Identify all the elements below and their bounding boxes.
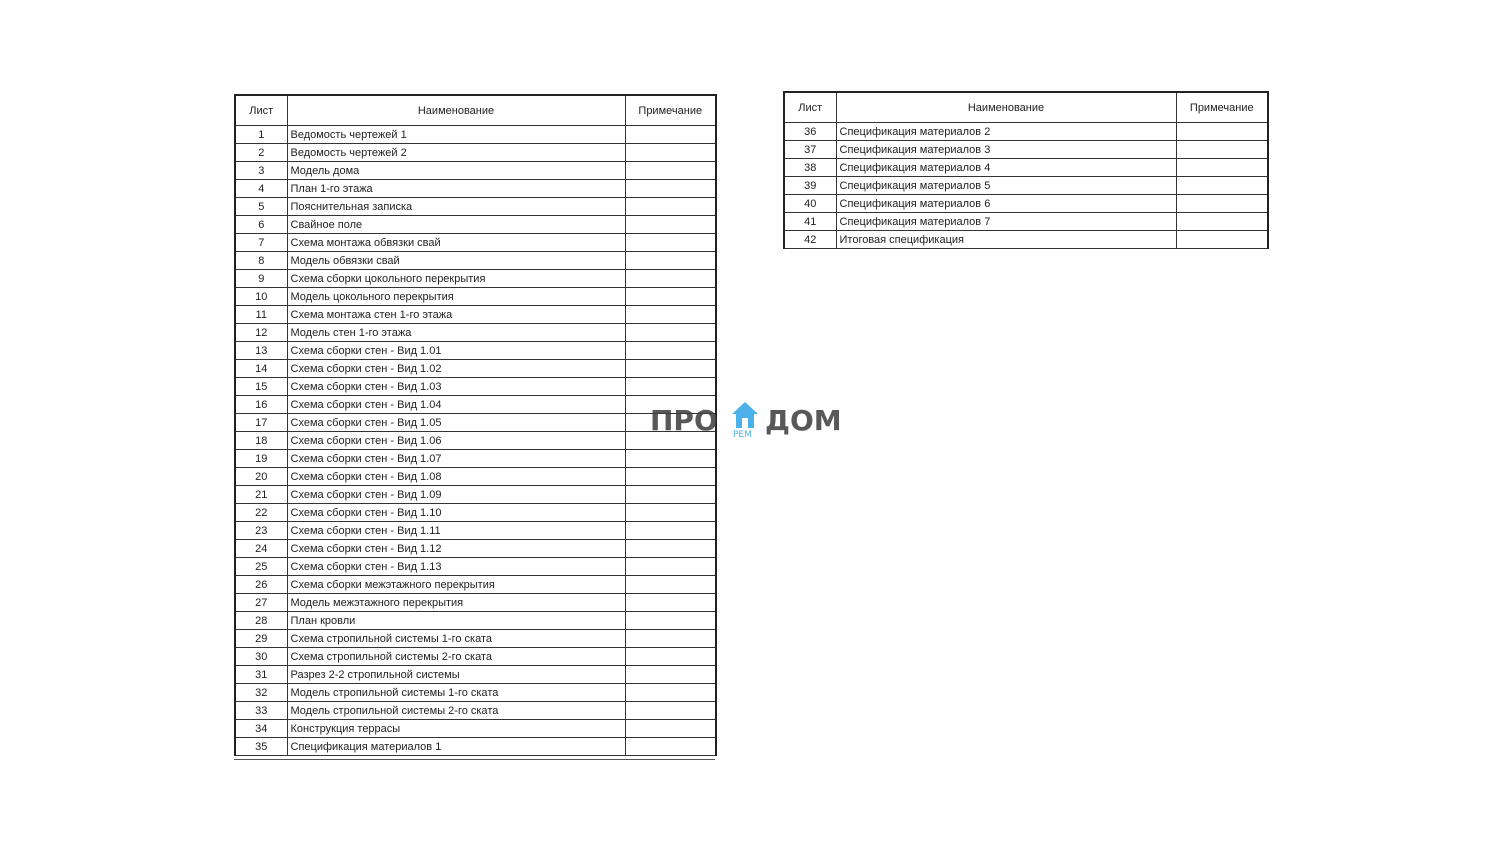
sheet-name-cell: Схема сборки стен - Вид 1.13 [287,558,625,576]
sheet-number-cell: 29 [235,630,287,648]
sheet-number-cell: 2 [235,144,287,162]
watermark-text-left: ПРО [650,404,718,437]
table-row [235,576,716,594]
sheet-number-cell: 4 [235,180,287,198]
sheet-number-cell: 27 [235,594,287,612]
table-row [235,594,716,612]
table-row [784,213,1268,231]
sheet-note-cell [625,594,716,612]
sheet-note-cell [625,180,716,198]
header-note: Примечание [625,95,716,126]
sheet-number-cell: 37 [784,141,836,159]
table-row [784,123,1268,141]
sheet-note-cell [625,234,716,252]
sheet-note-cell [625,684,716,702]
table-row [235,486,716,504]
sheet-name-cell: Итоговая спецификация [836,231,1176,249]
sheet-note-cell [625,324,716,342]
sheet-note-cell [1176,177,1268,195]
sheet-number-cell: 10 [235,288,287,306]
sheet-number-cell: 20 [235,468,287,486]
sheet-note-cell [625,540,716,558]
header-note: Примечание [1176,92,1268,123]
sheet-number-cell: 9 [235,270,287,288]
sheet-note-cell [625,486,716,504]
table-row [784,141,1268,159]
sheet-note-cell [625,522,716,540]
watermark-logo [650,400,850,445]
table-row [235,234,716,252]
sheet-note-cell [1176,141,1268,159]
sheet-number-cell: 19 [235,450,287,468]
table-row [235,144,716,162]
sheet-note-cell [625,306,716,324]
table-header-row [235,95,716,126]
sheet-number-cell: 15 [235,378,287,396]
sheet-note-cell [625,288,716,306]
header-sheet: Лист [235,95,287,126]
sheet-note-cell [625,360,716,378]
sheet-note-cell [625,144,716,162]
table-body-left [235,126,716,756]
table-row [235,432,716,450]
sheet-name-cell: Спецификация материалов 2 [836,123,1176,141]
sheet-number-cell: 18 [235,432,287,450]
header-sheet: Лист [784,92,836,123]
sheet-number-cell: 39 [784,177,836,195]
table-cut-edge [234,759,715,762]
sheet-number-cell: 7 [235,234,287,252]
sheet-name-cell: Спецификация материалов 6 [836,195,1176,213]
sheet-name-cell: Схема стропильной системы 1-го ската [287,630,625,648]
sheet-note-cell [1176,231,1268,249]
table-row [784,195,1268,213]
sheet-name-cell: Спецификация материалов 1 [287,738,625,756]
table-row [235,360,716,378]
sheet-number-cell: 38 [784,159,836,177]
sheet-note-cell [625,702,716,720]
sheet-note-cell [625,468,716,486]
sheet-note-cell [625,504,716,522]
sheet-note-cell [625,738,716,756]
sheet-number-cell: 12 [235,324,287,342]
sheet-note-cell [625,666,716,684]
sheet-number-cell: 22 [235,504,287,522]
sheet-name-cell: Спецификация материалов 5 [836,177,1176,195]
table-row [235,468,716,486]
sheet-name-cell: Свайное поле [287,216,625,234]
sheet-note-cell [1176,195,1268,213]
sheet-number-cell: 33 [235,702,287,720]
table-row [235,252,716,270]
table-row [235,126,716,144]
sheet-name-cell: Схема сборки стен - Вид 1.11 [287,522,625,540]
table-row [235,396,716,414]
watermark-subtext: РЕМ [733,430,752,440]
table-row [235,162,716,180]
sheet-number-cell: 14 [235,360,287,378]
sheet-name-cell: Схема монтажа стен 1-го этажа [287,306,625,324]
table-row [235,504,716,522]
sheet-name-cell: Схема сборки стен - Вид 1.05 [287,414,625,432]
sheet-name-cell: Пояснительная записка [287,198,625,216]
sheet-name-cell: Модель дома [287,162,625,180]
sheet-note-cell [625,342,716,360]
sheet-name-cell: Модель стропильной системы 1-го ската [287,684,625,702]
sheet-name-cell: Схема сборки стен - Вид 1.06 [287,432,625,450]
sheet-name-cell: Модель обвязки свай [287,252,625,270]
sheet-note-cell [1176,213,1268,231]
sheet-note-cell [625,252,716,270]
sheet-number-cell: 36 [784,123,836,141]
sheet-note-cell [625,612,716,630]
sheet-note-cell [625,648,716,666]
header-name: Наименование [287,95,625,126]
sheet-number-cell: 31 [235,666,287,684]
sheet-number-cell: 25 [235,558,287,576]
sheet-note-cell [625,126,716,144]
table-body-right [784,123,1268,249]
table-header-row [784,92,1268,123]
sheet-number-cell: 11 [235,306,287,324]
sheet-note-cell [625,720,716,738]
sheet-number-cell: 42 [784,231,836,249]
sheet-note-cell [625,630,716,648]
drawing-list-table-right [783,91,1269,249]
sheet-note-cell [625,558,716,576]
table-row [235,450,716,468]
table-row [235,558,716,576]
sheet-name-cell: Схема сборки стен - Вид 1.09 [287,486,625,504]
sheet-name-cell: Модель стен 1-го этажа [287,324,625,342]
table-row [235,540,716,558]
sheet-note-cell [625,378,716,396]
table-row [235,720,716,738]
table-row [235,342,716,360]
sheet-name-cell: План кровли [287,612,625,630]
sheet-name-cell: Схема сборки стен - Вид 1.02 [287,360,625,378]
table-row [235,288,716,306]
sheet-name-cell: Ведомость чертежей 1 [287,126,625,144]
sheet-note-cell [625,162,716,180]
sheet-note-cell [625,198,716,216]
table-row [235,198,716,216]
sheet-note-cell [625,216,716,234]
sheet-name-cell: Схема сборки стен - Вид 1.07 [287,450,625,468]
sheet-name-cell: Модель межэтажного перекрытия [287,594,625,612]
sheet-number-cell: 8 [235,252,287,270]
sheet-name-cell: Схема сборки цокольного перекрытия [287,270,625,288]
sheet-note-cell [625,576,716,594]
sheet-note-cell [1176,159,1268,177]
sheet-number-cell: 21 [235,486,287,504]
table-row [235,216,716,234]
sheet-number-cell: 5 [235,198,287,216]
table-row [235,522,716,540]
sheet-name-cell: Схема монтажа обвязки свай [287,234,625,252]
sheet-name-cell: Схема сборки межэтажного перекрытия [287,576,625,594]
table-row [235,684,716,702]
table-row [784,231,1268,249]
table-row [235,306,716,324]
table-row [784,177,1268,195]
table-row [235,612,716,630]
sheet-number-cell: 3 [235,162,287,180]
sheet-number-cell: 28 [235,612,287,630]
sheet-number-cell: 23 [235,522,287,540]
table-row [235,702,716,720]
table-row [235,180,716,198]
header-name: Наименование [836,92,1176,123]
sheet-name-cell: Схема сборки стен - Вид 1.12 [287,540,625,558]
sheet-note-cell [625,450,716,468]
sheet-number-cell: 32 [235,684,287,702]
sheet-name-cell: План 1-го этажа [287,180,625,198]
sheet-number-cell: 24 [235,540,287,558]
sheet-name-cell: Спецификация материалов 7 [836,213,1176,231]
table-row [784,159,1268,177]
sheet-name-cell: Схема сборки стен - Вид 1.08 [287,468,625,486]
sheet-name-cell: Ведомость чертежей 2 [287,144,625,162]
sheet-note-cell [1176,123,1268,141]
table-row [235,414,716,432]
sheet-note-cell [625,270,716,288]
sheet-number-cell: 1 [235,126,287,144]
table-row [235,738,716,756]
sheet-number-cell: 35 [235,738,287,756]
table-row [235,270,716,288]
sheet-number-cell: 13 [235,342,287,360]
table-row [235,378,716,396]
table-row [235,630,716,648]
sheet-name-cell: Схема стропильной системы 2-го ската [287,648,625,666]
watermark-text-right: ДОМ [765,404,842,437]
sheet-name-cell: Схема сборки стен - Вид 1.04 [287,396,625,414]
sheet-name-cell: Схема сборки стен - Вид 1.03 [287,378,625,396]
sheet-name-cell: Спецификация материалов 4 [836,159,1176,177]
table-row [235,666,716,684]
sheet-number-cell: 26 [235,576,287,594]
sheet-number-cell: 30 [235,648,287,666]
sheet-name-cell: Схема сборки стен - Вид 1.01 [287,342,625,360]
sheet-name-cell: Спецификация материалов 3 [836,141,1176,159]
sheet-name-cell: Модель цокольного перекрытия [287,288,625,306]
sheet-number-cell: 6 [235,216,287,234]
drawing-list-table-left [234,94,717,756]
sheet-name-cell: Разрез 2-2 стропильной системы [287,666,625,684]
table-row [235,648,716,666]
sheet-number-cell: 16 [235,396,287,414]
sheet-number-cell: 41 [784,213,836,231]
sheet-name-cell: Конструкция террасы [287,720,625,738]
table-row [235,324,716,342]
sheet-name-cell: Схема сборки стен - Вид 1.10 [287,504,625,522]
sheet-number-cell: 17 [235,414,287,432]
sheet-name-cell: Модель стропильной системы 2-го ската [287,702,625,720]
sheet-number-cell: 40 [784,195,836,213]
house-icon [730,400,760,430]
sheet-number-cell: 34 [235,720,287,738]
